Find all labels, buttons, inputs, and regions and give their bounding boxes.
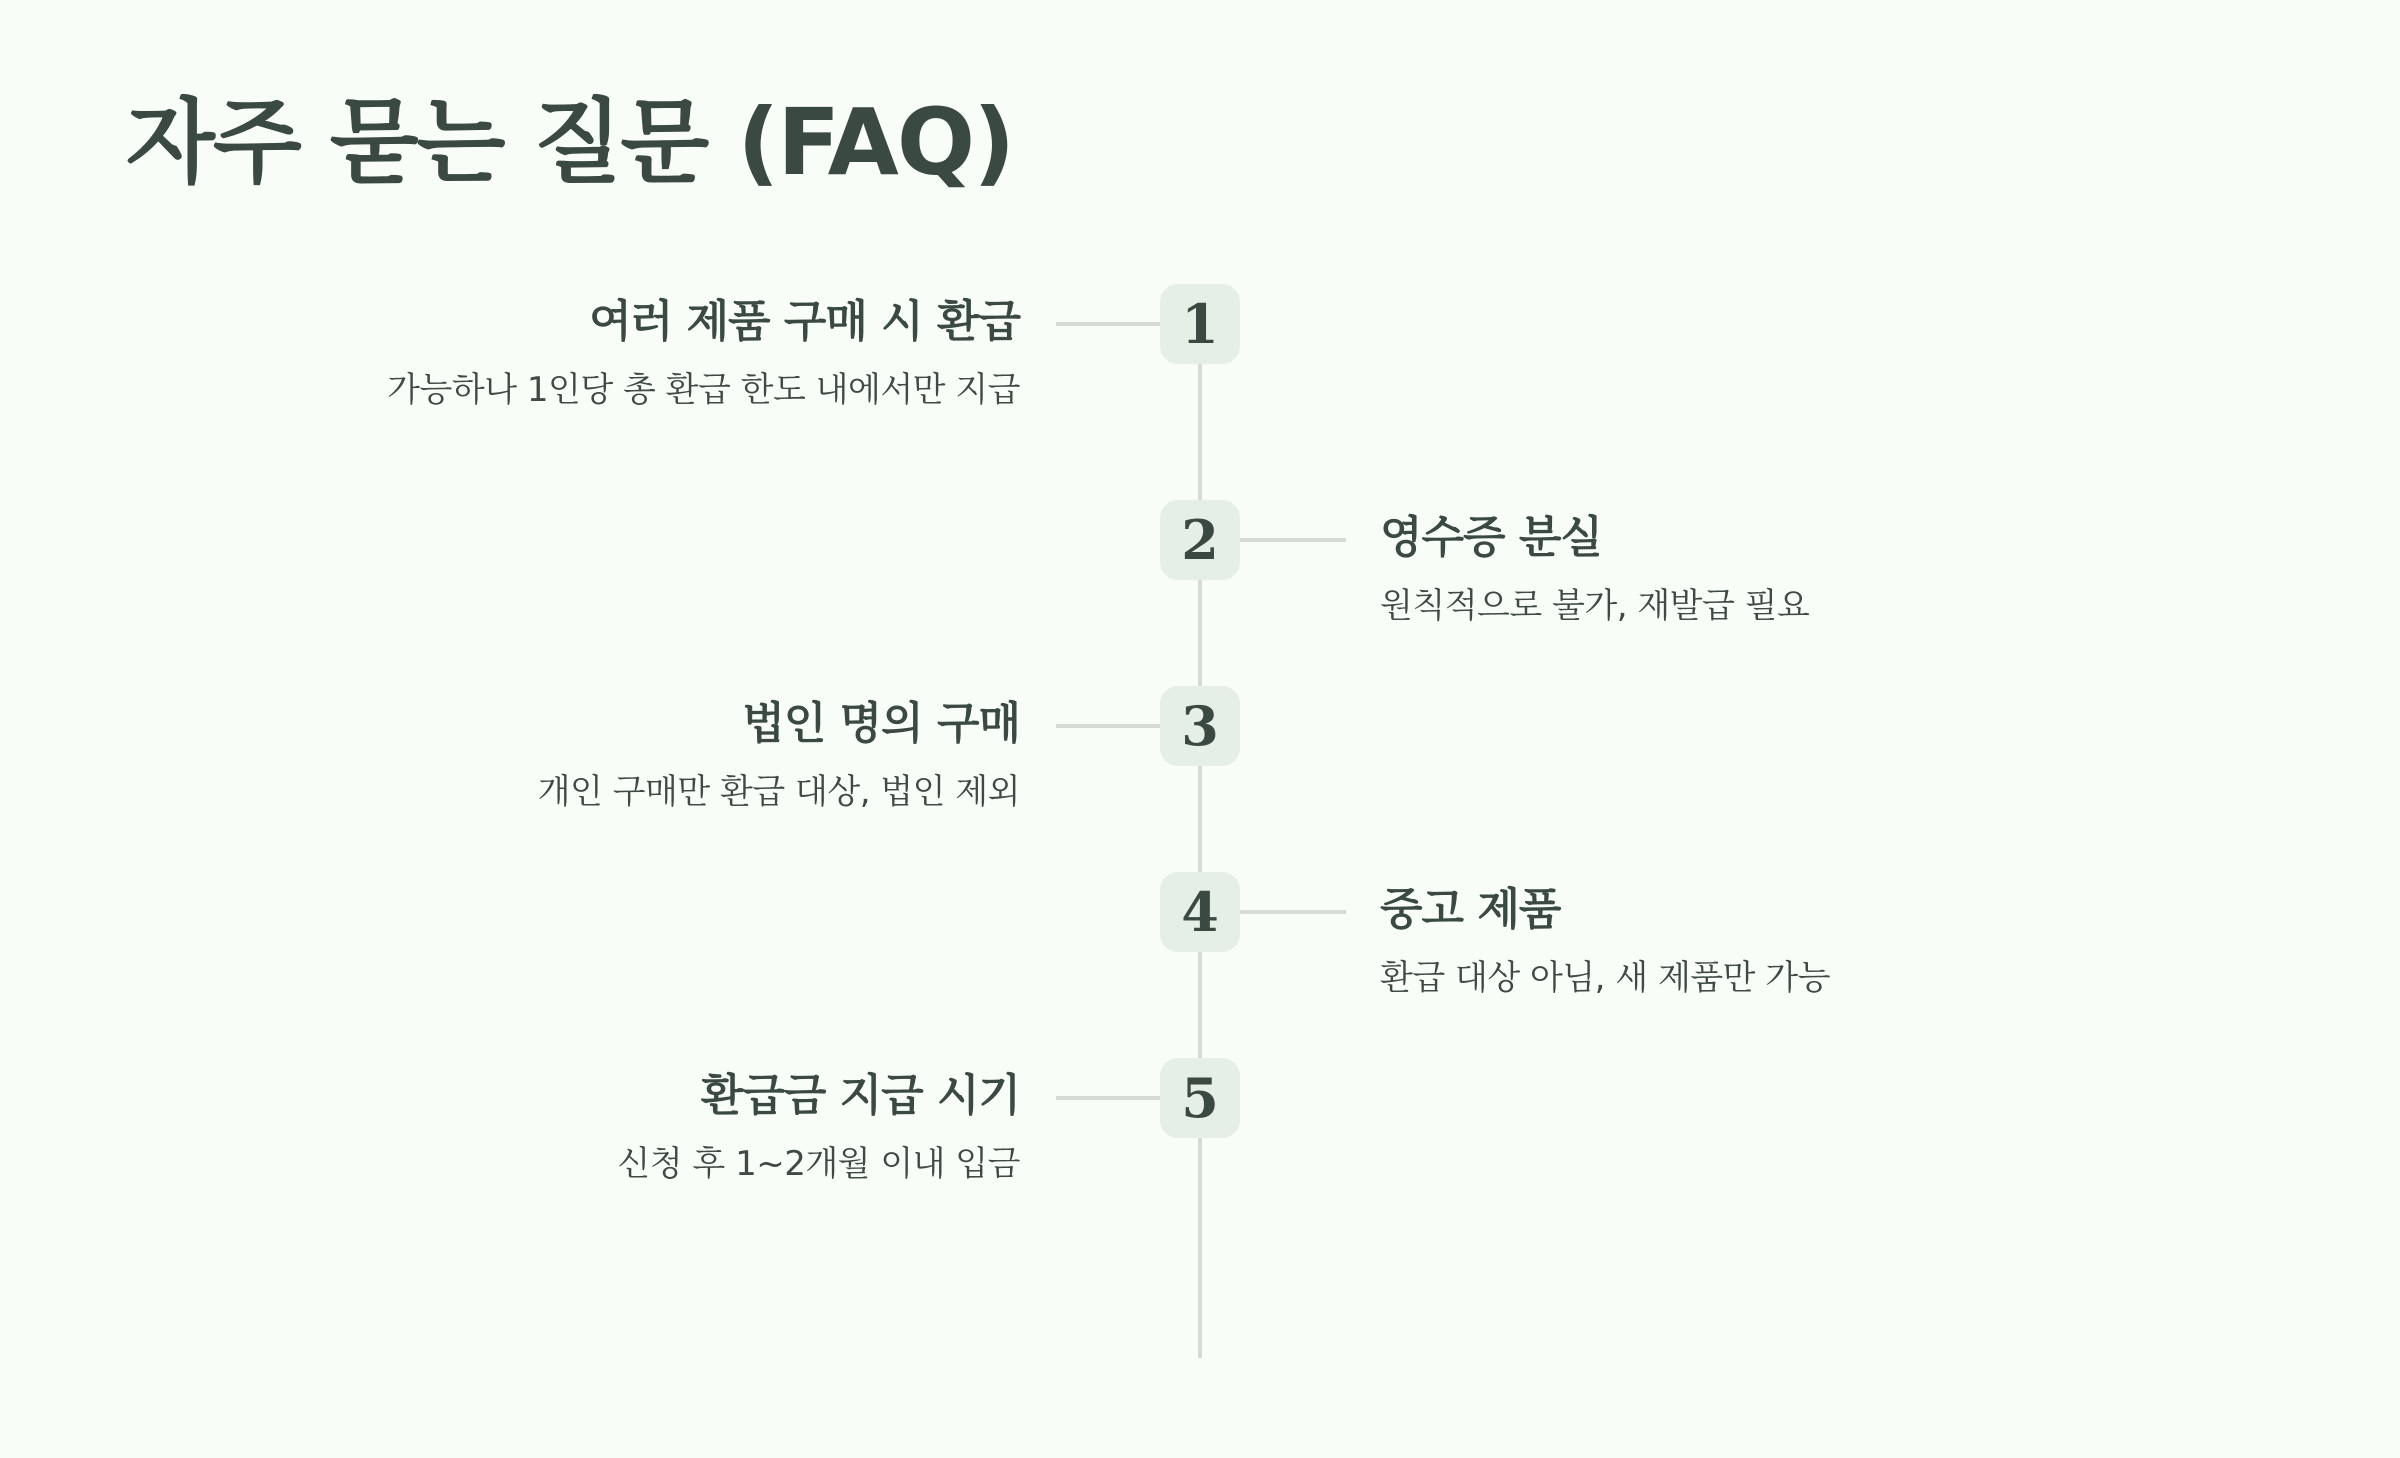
- faq-item-3: [538, 696, 1020, 814]
- faq-item-title: 영수증 분실: [1380, 512, 1602, 563]
- faq-item-1: [387, 294, 1020, 412]
- faq-item-title: 법인 명의 구매: [742, 698, 1020, 749]
- faq-item-4: [1380, 882, 1830, 1000]
- faq-item-title: 환급금 지급 시기: [700, 1070, 1020, 1121]
- timeline-spine: [1198, 300, 1202, 1358]
- connector-5: [1056, 1096, 1160, 1100]
- faq-item-description: 가능하나 1인당 총 환급 한도 내에서만 지급: [387, 370, 1020, 410]
- step-number-badge-3: 3: [1160, 686, 1240, 766]
- faq-item-description: 개인 구매만 환급 대상, 법인 제외: [537, 772, 1020, 812]
- connector-2: [1240, 538, 1346, 542]
- connector-3: [1056, 724, 1160, 728]
- step-number-badge-2: 2: [1160, 500, 1240, 580]
- page-title: 자주 묻는 질문 (FAQ): [126, 89, 1014, 196]
- connector-1: [1056, 322, 1160, 326]
- step-number-badge-1: 1: [1160, 284, 1240, 364]
- faq-item-title: 여러 제품 구매 시 환급: [589, 296, 1020, 347]
- faq-item-title: 중고 제품: [1380, 884, 1561, 935]
- connector-4: [1240, 910, 1346, 914]
- step-number-badge-4: 4: [1160, 872, 1240, 952]
- step-number-badge-5: 5: [1160, 1058, 1240, 1138]
- faq-item-description: 신청 후 1~2개월 이내 입금: [617, 1144, 1020, 1184]
- faq-item-2: [1380, 510, 1809, 628]
- faq-item-description: 환급 대상 아님, 새 제품만 가능: [1380, 958, 1830, 998]
- faq-item-5: [617, 1068, 1020, 1186]
- faq-item-description: 원칙적으로 불가, 재발급 필요: [1380, 586, 1810, 626]
